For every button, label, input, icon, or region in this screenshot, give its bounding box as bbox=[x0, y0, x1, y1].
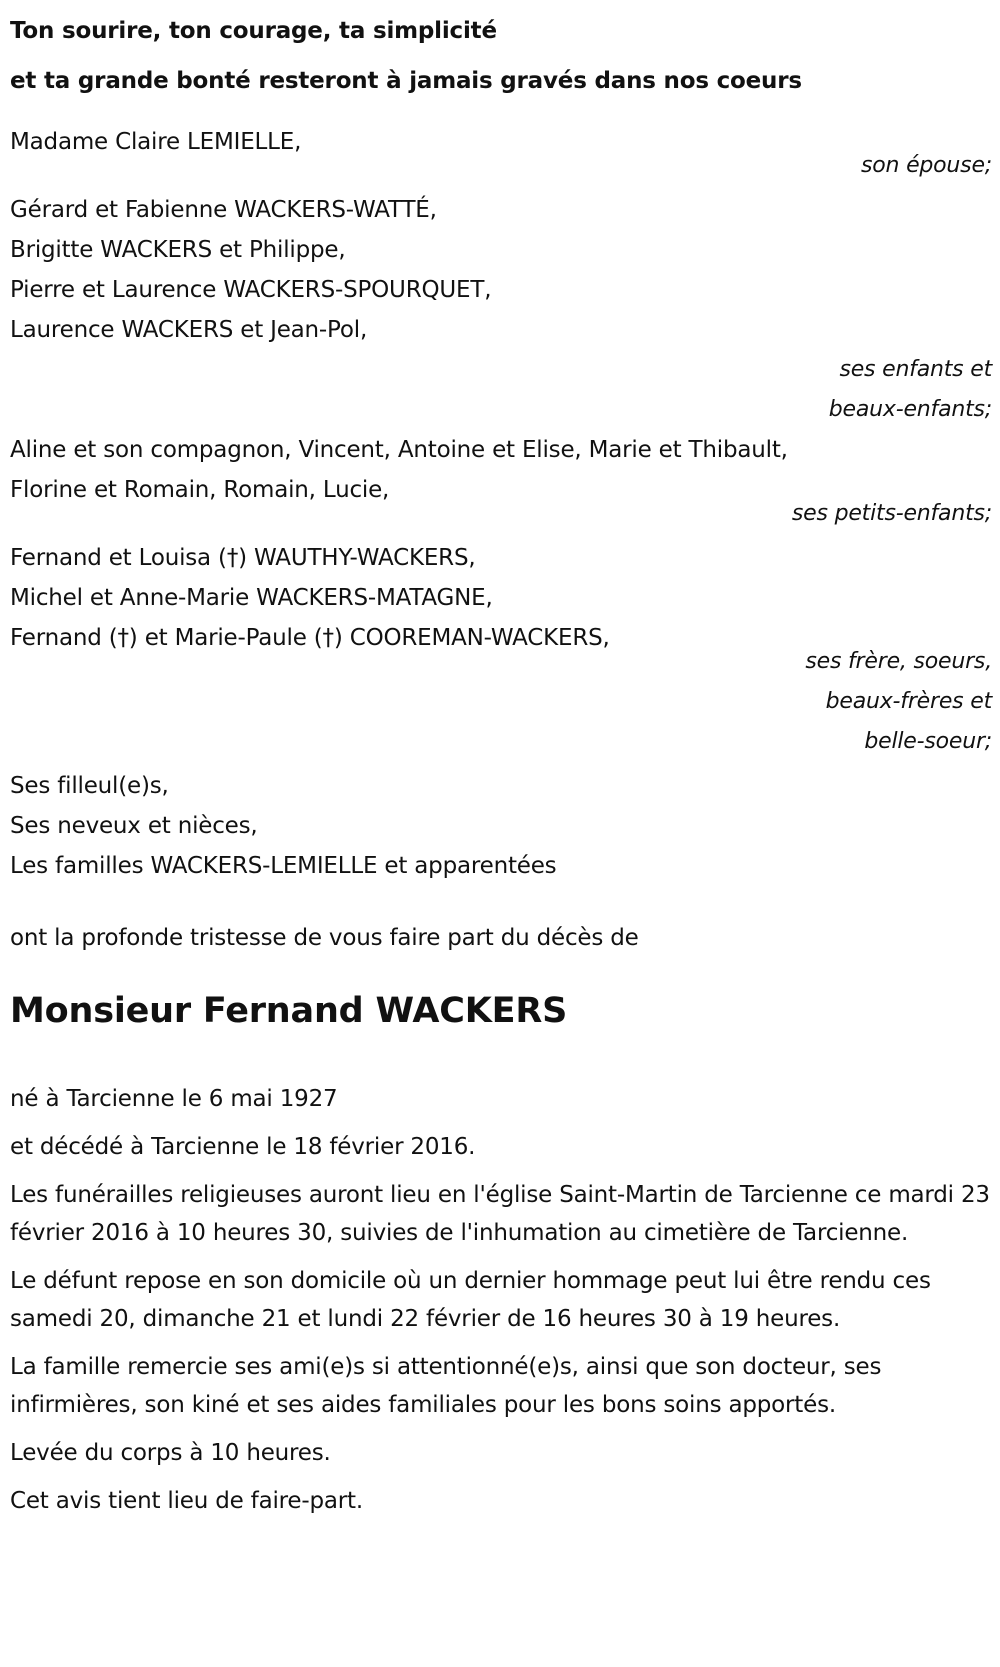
thanks-text: La famille remercie ses ami(e)s si attentionné(e)s, ainsi que son docteur, ses infirmières, son kiné et ses aides familiales pour les bons soins apportés. bbox=[10, 1354, 882, 1418]
relation-label: ses petits-enfants; bbox=[791, 501, 992, 526]
family-name: Michel et Anne-Marie WACKERS-MATAGNE, bbox=[10, 585, 493, 611]
visitation-info: Le défunt repose en son domicile où un dernier hommage peut lui être rendu ces samedi 20, dimanche 21 et lundi 22 février de 16 heures 30 à 19 heures. bbox=[10, 1268, 931, 1332]
family-group-siblings bbox=[10, 538, 992, 762]
family-name: Florine et Romain, Romain, Lucie, bbox=[10, 477, 390, 503]
family-name: Brigitte WACKERS et Philippe, bbox=[10, 237, 346, 263]
family-list bbox=[10, 122, 992, 886]
relation-label: ses enfants et bbox=[839, 357, 992, 382]
family-group-children bbox=[10, 190, 992, 430]
family-name: Les familles WACKERS-LEMIELLE et apparentées bbox=[10, 853, 557, 879]
family-group-extended bbox=[10, 766, 992, 886]
family-name: Pierre et Laurence WACKERS-SPOURQUET, bbox=[10, 277, 492, 303]
deceased-name: Monsieur Fernand WACKERS bbox=[10, 991, 568, 1031]
notice-disclaimer: Cet avis tient lieu de faire-part. bbox=[10, 1488, 363, 1514]
family-name: Ses filleul(e)s, bbox=[10, 773, 169, 799]
family-name: Madame Claire LEMIELLE, bbox=[10, 129, 302, 155]
relation-label: beaux-frères et bbox=[825, 689, 992, 714]
family-name: Fernand et Louisa (†) WAUTHY-WACKERS, bbox=[10, 545, 476, 571]
family-name: Laurence WACKERS et Jean-Pol, bbox=[10, 317, 368, 343]
family-name: Fernand (†) et Marie-Paule (†) COOREMAN-WACKERS, bbox=[10, 625, 610, 651]
family-name: Ses neveux et nièces, bbox=[10, 813, 258, 839]
epigraph-line-1: Ton sourire, ton courage, ta simplicité bbox=[10, 18, 497, 44]
relation-label: ses frère, soeurs, bbox=[805, 649, 992, 674]
family-name: Aline et son compagnon, Vincent, Antoine et Elise, Marie et Thibault, bbox=[10, 437, 788, 463]
family-group-spouse bbox=[10, 122, 992, 186]
birth-info: né à Tarcienne le 6 mai 1927 bbox=[10, 1086, 338, 1112]
relation-label: son épouse; bbox=[861, 153, 992, 178]
family-group-grandchildren bbox=[10, 430, 992, 534]
relation-label: belle-soeur; bbox=[864, 729, 992, 754]
family-name: Gérard et Fabienne WACKERS-WATTÉ, bbox=[10, 197, 437, 223]
funeral-info: Les funérailles religieuses auront lieu en l'église Saint-Martin de Tarcienne ce mardi 23 février 2016 à 10 heures 30, suivies de l'inhumation au cimetière de Tarcienne. bbox=[10, 1182, 990, 1246]
details-section bbox=[10, 1080, 992, 1520]
announcement-text: ont la profonde tristesse de vous faire part du décès de bbox=[10, 925, 639, 951]
epigraph-line-2: et ta grande bonté resteront à jamais gravés dans nos coeurs bbox=[10, 68, 802, 94]
death-info: et décédé à Tarcienne le 18 février 2016. bbox=[10, 1134, 476, 1160]
body-removal-info: Levée du corps à 10 heures. bbox=[10, 1440, 331, 1466]
relation-label: beaux-enfants; bbox=[828, 397, 992, 422]
